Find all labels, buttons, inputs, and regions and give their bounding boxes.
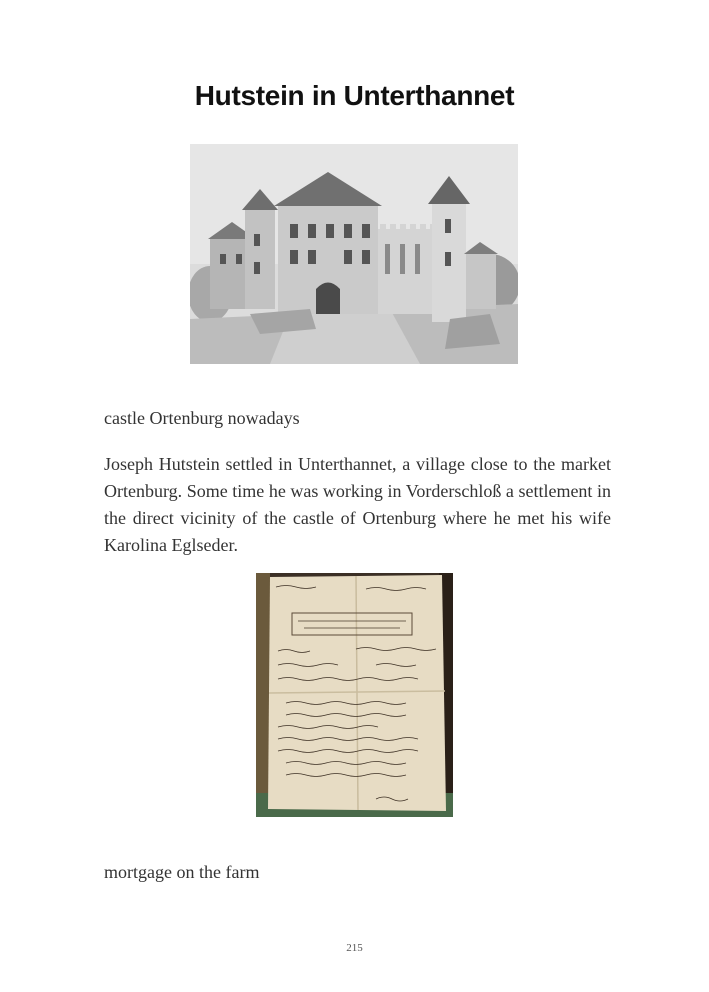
castle-caption: castle Ortenburg nowadays	[104, 408, 300, 428]
page-title: Hutstein in Unterthannet	[194, 80, 515, 111]
body-paragraph: Joseph Hutstein settled in Unterthannet, a village close to the market Ortenburg. Some time he was working in Vorderschloß a settlement in the direct vicinity of the castle of Ortenburg where he met his wife Karolina Eglseder.	[104, 454, 611, 555]
mortgage-document-photo	[256, 573, 453, 817]
page-number: 215	[346, 942, 363, 954]
document-caption: mortgage on the farm	[104, 862, 260, 882]
castle-illustration	[190, 144, 518, 364]
